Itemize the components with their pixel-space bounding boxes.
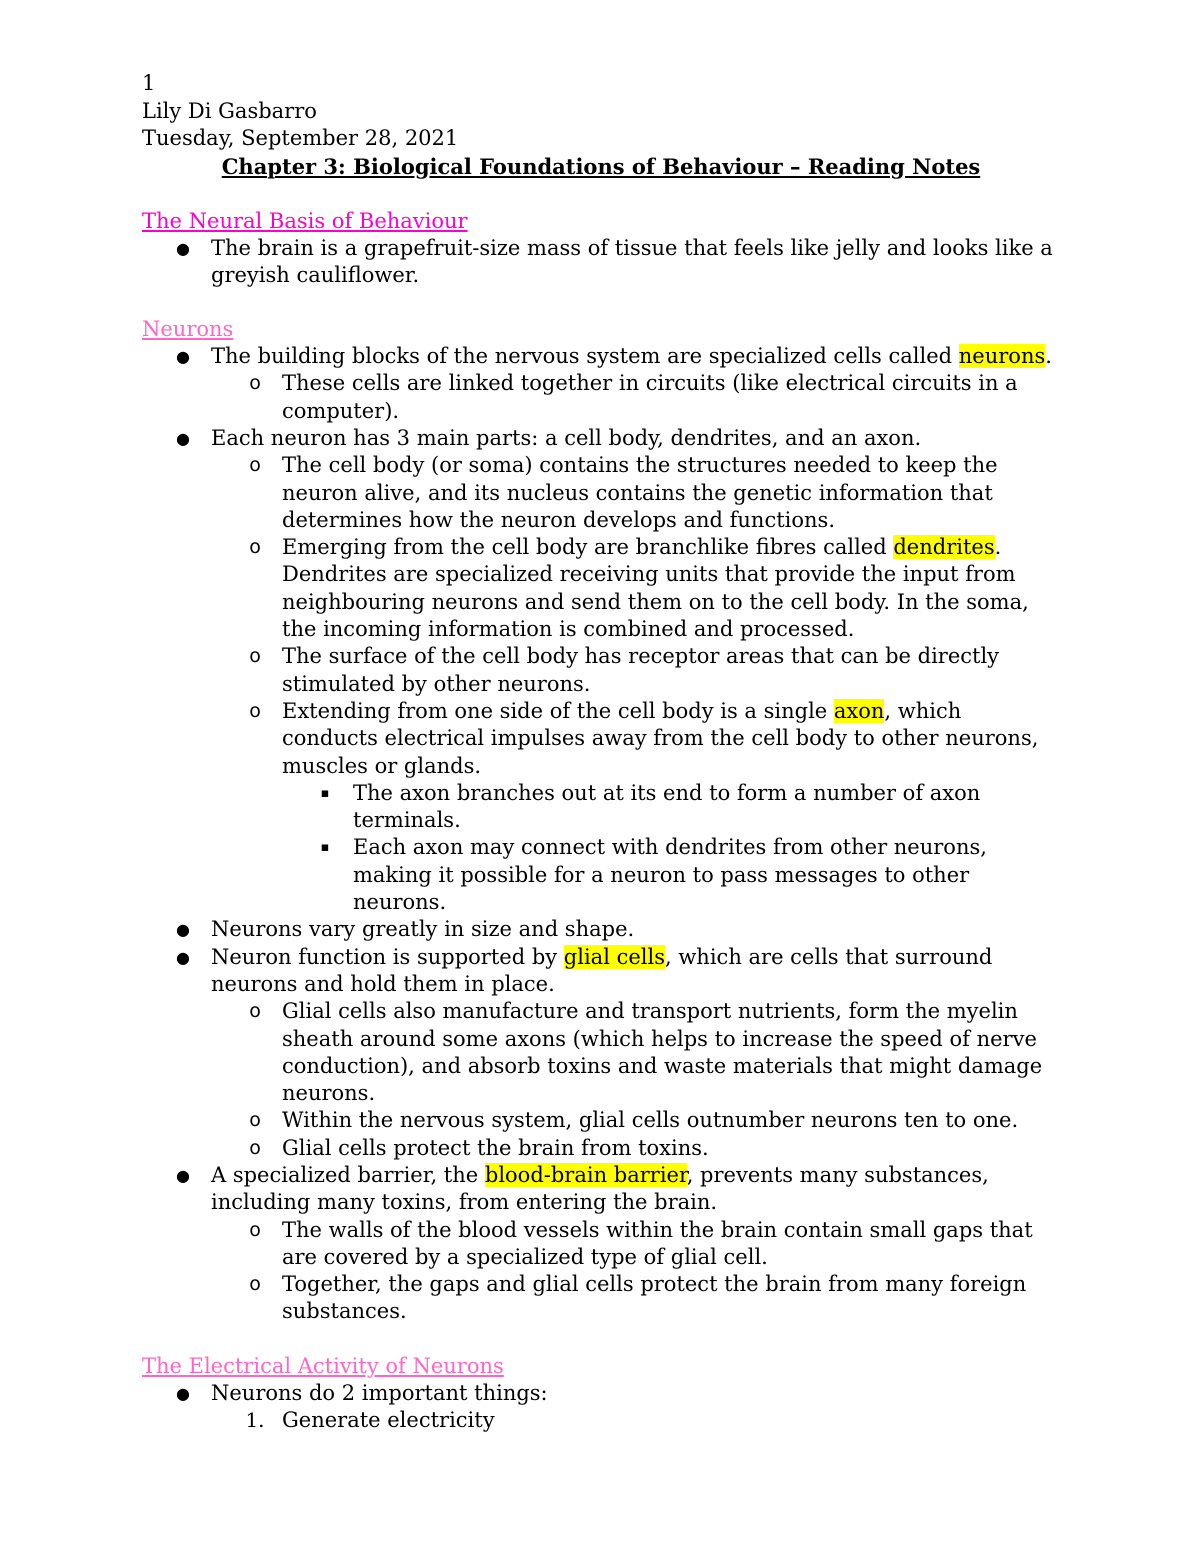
circle-bullet-icon: o <box>249 645 261 668</box>
author-name: Lily Di Gasbarro <box>142 98 317 123</box>
document-date: Tuesday, September 28, 2021 <box>142 126 459 150</box>
square-bullet-icon: ▪ <box>320 785 330 801</box>
item-text: The brain is a grapefruit-size mass of tissue that feels like jelly and looks like a greyish cauliflower. <box>211 235 1053 287</box>
square-bullet-icon: ▪ <box>320 840 330 856</box>
list-item <box>249 1271 1060 1326</box>
circle-bullet-icon: o <box>249 1000 261 1023</box>
list-item <box>176 1380 1060 1407</box>
item-text: Together, the gaps and glial cells protect the brain from many foreign substances. <box>282 1272 1027 1324</box>
list-item <box>176 944 1060 999</box>
item-text: . <box>1045 344 1052 369</box>
item-text: The axon branches out at its end to form a number of axon terminals. <box>353 780 981 833</box>
circle-bullet-icon: o <box>249 1218 261 1241</box>
circle-bullet-icon: o <box>249 1273 261 1296</box>
item-text: Each axon may connect with dendrites from other neurons, making it possible for a neuron to pass messages to other neurons. <box>353 835 987 915</box>
list-item <box>249 643 1060 698</box>
item-text: , which are cells that surround neurons and hold them in place. <box>211 944 993 996</box>
list-item <box>249 698 1060 780</box>
list-item <box>249 998 1060 1107</box>
item-text: The walls of the blood vessels within the brain contain small gaps that are covered by a specialized type of glial cell. <box>282 1217 1033 1269</box>
bullet-icon: ● <box>176 947 190 967</box>
circle-bullet-icon: o <box>249 1109 261 1132</box>
circle-bullet-icon: o <box>249 454 261 477</box>
bullet-icon: ● <box>176 347 190 367</box>
circle-bullet-icon: o <box>249 1136 261 1159</box>
highlighted-term: axon <box>833 698 885 723</box>
highlighted-term: glial cells <box>563 944 665 969</box>
list-item <box>249 1107 1060 1134</box>
list-item <box>320 780 1060 835</box>
highlighted-term: neurons <box>958 344 1046 369</box>
item-text: Neurons vary greatly in size and shape. <box>211 917 635 942</box>
section-heading-neural-basis: The Neural Basis of Behaviour <box>142 208 468 233</box>
item-text: The surface of the cell body has receptor areas that can be directly stimulated by other neurons. <box>282 644 1000 696</box>
number-marker: 1. <box>245 1408 265 1433</box>
list-item <box>249 452 1060 534</box>
item-text: Within the nervous system, glial cells outnumber neurons ten to one. <box>282 1108 1019 1133</box>
item-text: Neuron function is supported by <box>211 944 564 969</box>
list-item <box>249 534 1060 643</box>
item-text: Neurons do 2 important things: <box>211 1380 548 1405</box>
item-text: . Dendrites are specialized receiving units that provide the input from neighbouring neurons and send them on to the cell body. In the soma, the incoming information is combined and processed. <box>282 535 1029 642</box>
item-text: Generate electricity <box>282 1408 495 1433</box>
bullet-icon: ● <box>176 1383 190 1403</box>
list-item <box>176 916 1060 943</box>
list-item <box>249 370 1060 425</box>
section-heading-electrical: The Electrical Activity of Neurons <box>142 1353 504 1378</box>
list-item <box>176 235 1060 290</box>
item-text: The cell body (or soma) contains the structures needed to keep the neuron alive, and its nucleus contains the genetic information that determines how the neuron develops and functions. <box>282 453 998 532</box>
item-text: , prevents many substances, including many toxins, from entering the brain. <box>211 1163 989 1215</box>
bullet-icon: ● <box>176 238 190 258</box>
item-text: Each neuron has 3 main parts: a cell body, dendrites, and an axon. <box>211 425 922 450</box>
bullet-icon: ● <box>176 428 190 448</box>
bullet-icon: ● <box>176 1166 190 1185</box>
item-text: Glial cells protect the brain from toxins. <box>282 1135 709 1160</box>
numbered-item <box>245 1407 1060 1434</box>
highlighted-term: dendrites <box>893 535 995 560</box>
circle-bullet-icon: o <box>249 699 261 722</box>
item-text: A specialized barrier, the <box>211 1163 485 1187</box>
item-text: Emerging from the cell body are branchlike fibres called <box>282 535 894 560</box>
item-text: The building blocks of the nervous system are specialized cells called <box>211 344 959 369</box>
circle-bullet-icon: o <box>249 372 261 395</box>
list-item <box>176 425 1060 452</box>
list-item <box>176 343 1060 370</box>
highlighted-term: blood-brain barrier <box>484 1163 687 1187</box>
list-item <box>249 1217 1060 1272</box>
spacer <box>142 181 1060 207</box>
spacer <box>142 289 1060 315</box>
item-text: , which conducts electrical impulses away from the cell body to other neurons, muscles or glands. <box>282 698 1039 778</box>
item-text: These cells are linked together in circuits (like electrical circuits in a computer). <box>282 371 1018 423</box>
spacer <box>142 1326 1060 1352</box>
page-number: 1 <box>142 71 156 95</box>
item-text: Extending from one side of the cell body is a single <box>282 698 834 723</box>
list-item <box>249 1135 1060 1162</box>
list-item <box>176 1162 1060 1217</box>
document-title: Chapter 3: Biological Foundations of Behaviour – Reading Notes <box>221 153 981 179</box>
item-text: Glial cells also manufacture and transport nutrients, form the myelin sheath around some axons (which helps to increase the speed of nerve conduction), and absorb toxins and waste materials that might damage neurons. <box>282 999 1043 1106</box>
list-item <box>320 834 1060 916</box>
bullet-icon: ● <box>176 920 190 940</box>
section-heading-neurons: Neurons <box>142 317 234 342</box>
circle-bullet-icon: o <box>249 536 261 559</box>
